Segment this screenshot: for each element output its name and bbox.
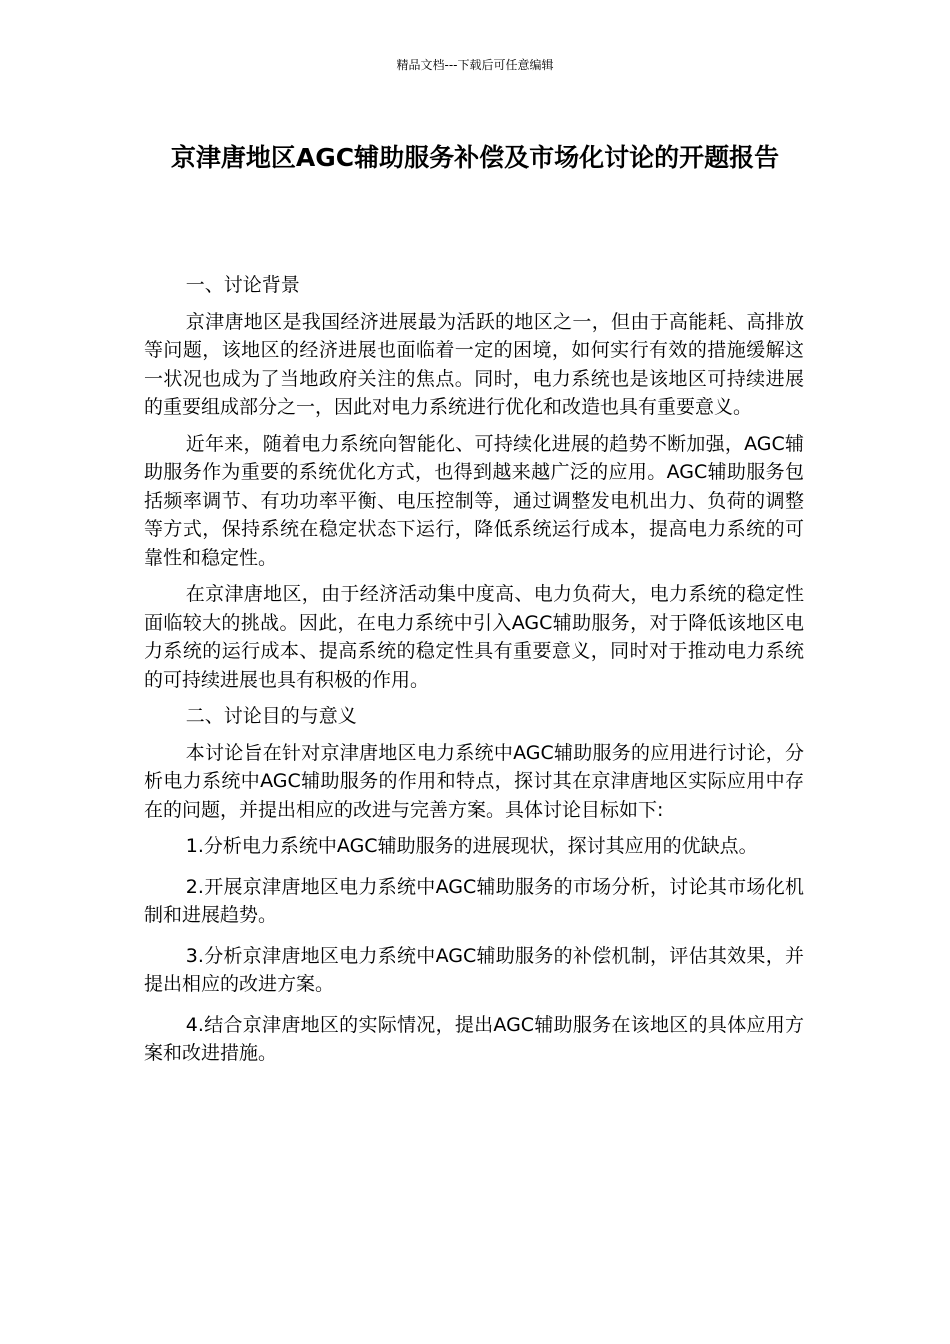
paragraph-background-2: 近年来，随着电力系统向智能化、可持续化进展的趋势不断加强，AGC辅助服务作为重要的系统优化方式，也得到越来越广泛的应用。AGC辅助服务包括频率调节、有功功率平衡、电压控制等，通过调整发电机出力、负荷的调整等方式，保持系统在稳定状态下运行，降低系统运行成本，提高电力系统的可靠性和稳定性。 <box>144 432 804 569</box>
list-item-objective-4: 4.结合京津唐地区的实际情况，提出AGC辅助服务在该地区的具体应用方案和改进措施。 <box>144 1013 804 1064</box>
list-item-objective-2: 2.开展京津唐地区电力系统中AGC辅助服务的市场分析，讨论其市场化机制和进展趋势。 <box>144 875 804 926</box>
document-body <box>144 271 804 1080</box>
list-item-objective-3: 3.分析京津唐地区电力系统中AGC辅助服务的补偿机制，评估其效果，并提出相应的改进方案。 <box>144 944 804 995</box>
section-heading-purpose: 二、讨论目的与意义 <box>185 705 357 727</box>
document-title: 京津唐地区AGC辅助服务补偿及市场化讨论的开题报告 <box>170 143 780 172</box>
list-item-objective-1: 1.分析电力系统中AGC辅助服务的进展现状，探讨其应用的优缺点。 <box>185 835 758 857</box>
paragraph-purpose-1: 本讨论旨在针对京津唐地区电力系统中AGC辅助服务的应用进行讨论，分析电力系统中AGC辅助服务的作用和特点，探讨其在京津唐地区实际应用中存在的问题，并提出相应的改进与完善方案。具体讨论目标如下: <box>144 741 804 821</box>
section-heading-background: 一、讨论背景 <box>185 274 300 296</box>
paragraph-background-1: 京津唐地区是我国经济进展最为活跃的地区之一，但由于高能耗、高排放等问题，该地区的经济进展也面临着一定的困境，如何实行有效的措施缓解这一状况也成为了当地政府关注的焦点。同时，电力系统也是该地区可持续进展的重要组成部分之一，因此对电力系统进行优化和改造也具有重要意义。 <box>144 310 804 418</box>
header-note: 精品文档---下载后可任意编辑 <box>396 58 554 72</box>
paragraph-background-3: 在京津唐地区，由于经济活动集中度高、电力负荷大，电力系统的稳定性面临较大的挑战。因此，在电力系统中引入AGC辅助服务，对于降低该地区电力系统的运行成本、提高系统的稳定性具有重要意义，同时对于推动电力系统的可持续进展也具有积极的作用。 <box>144 583 804 691</box>
